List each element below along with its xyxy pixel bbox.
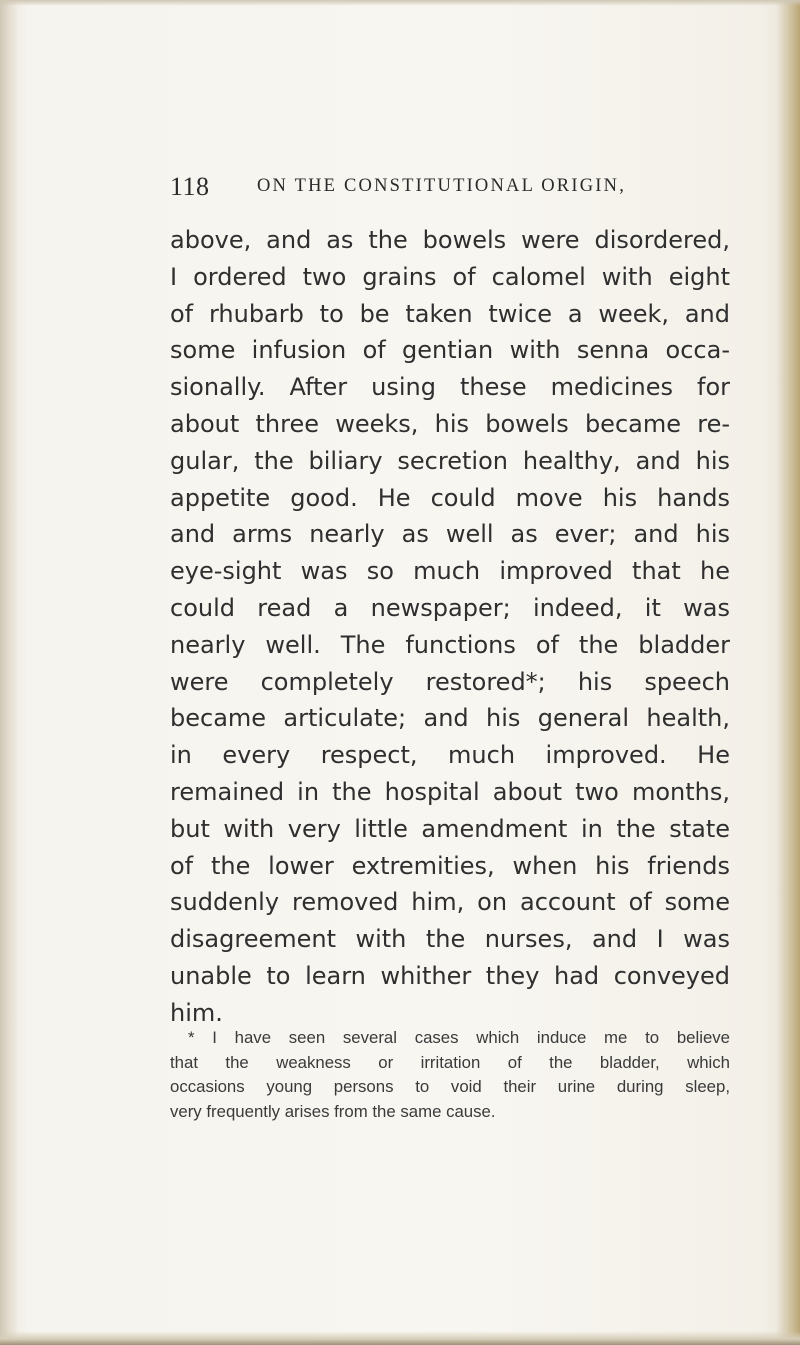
page-header [170,172,730,206]
footnote-line: occasions young persons to void their urine during sleep, [170,1077,730,1096]
footnote-line: that the weakness or irritation of the bladder, which [170,1052,730,1072]
body-line: of the lower extremities, when his friends [170,851,730,880]
body-line: I ordered two grains of calomel with eight [170,262,730,291]
body-line: could read a newspaper; indeed, it was [170,593,730,622]
body-line: suddenly removed him, on account of some [170,888,730,917]
footnote-line: * I have seen several cases which induce me to believe [188,1028,730,1047]
body-line: disagreement with the nurses, and I was [170,925,730,954]
page-left-edge [0,0,18,1345]
page-right-edge [776,0,800,1345]
page-top-edge [0,0,800,6]
body-line: him. [170,998,223,1027]
body-line: sionally. After using these medicines for [170,373,730,402]
body-line: and arms nearly as well as ever; and his [170,520,730,549]
body-line: some infusion of gentian with senna occa- [170,336,730,365]
body-line: were completely restored*; his speech [170,667,730,696]
footnote [170,1026,730,1124]
body-line: in every respect, much improved. He [170,741,730,770]
body-line: became articulate; and his general health, [170,704,730,733]
body-line: above, and as the bowels were disordered, [170,226,730,254]
body-line: but with very little amendment in the state [170,814,730,843]
body-line: about three weeks, his bowels became re- [170,409,730,438]
running-head: ON THE CONSTITUTIONAL ORIGIN, [257,176,627,196]
body-line: nearly well. The functions of the bladder [170,630,730,659]
page-number: 118 [170,172,210,201]
body-line: unable to learn whither they had conveyed [170,961,730,990]
body-text [170,222,730,1032]
page-bottom-edge [0,1331,800,1345]
body-line: eye-sight was so much improved that he [170,557,730,586]
body-line: of rhubarb to be taken twice a week, and [170,299,730,328]
body-line: gular, the biliary secretion healthy, and his [170,446,730,475]
body-line: remained in the hospital about two months, [170,777,730,806]
footnote-line: very frequently arises from the same cause. [170,1101,496,1121]
body-line: appetite good. He could move his hands [170,483,730,512]
